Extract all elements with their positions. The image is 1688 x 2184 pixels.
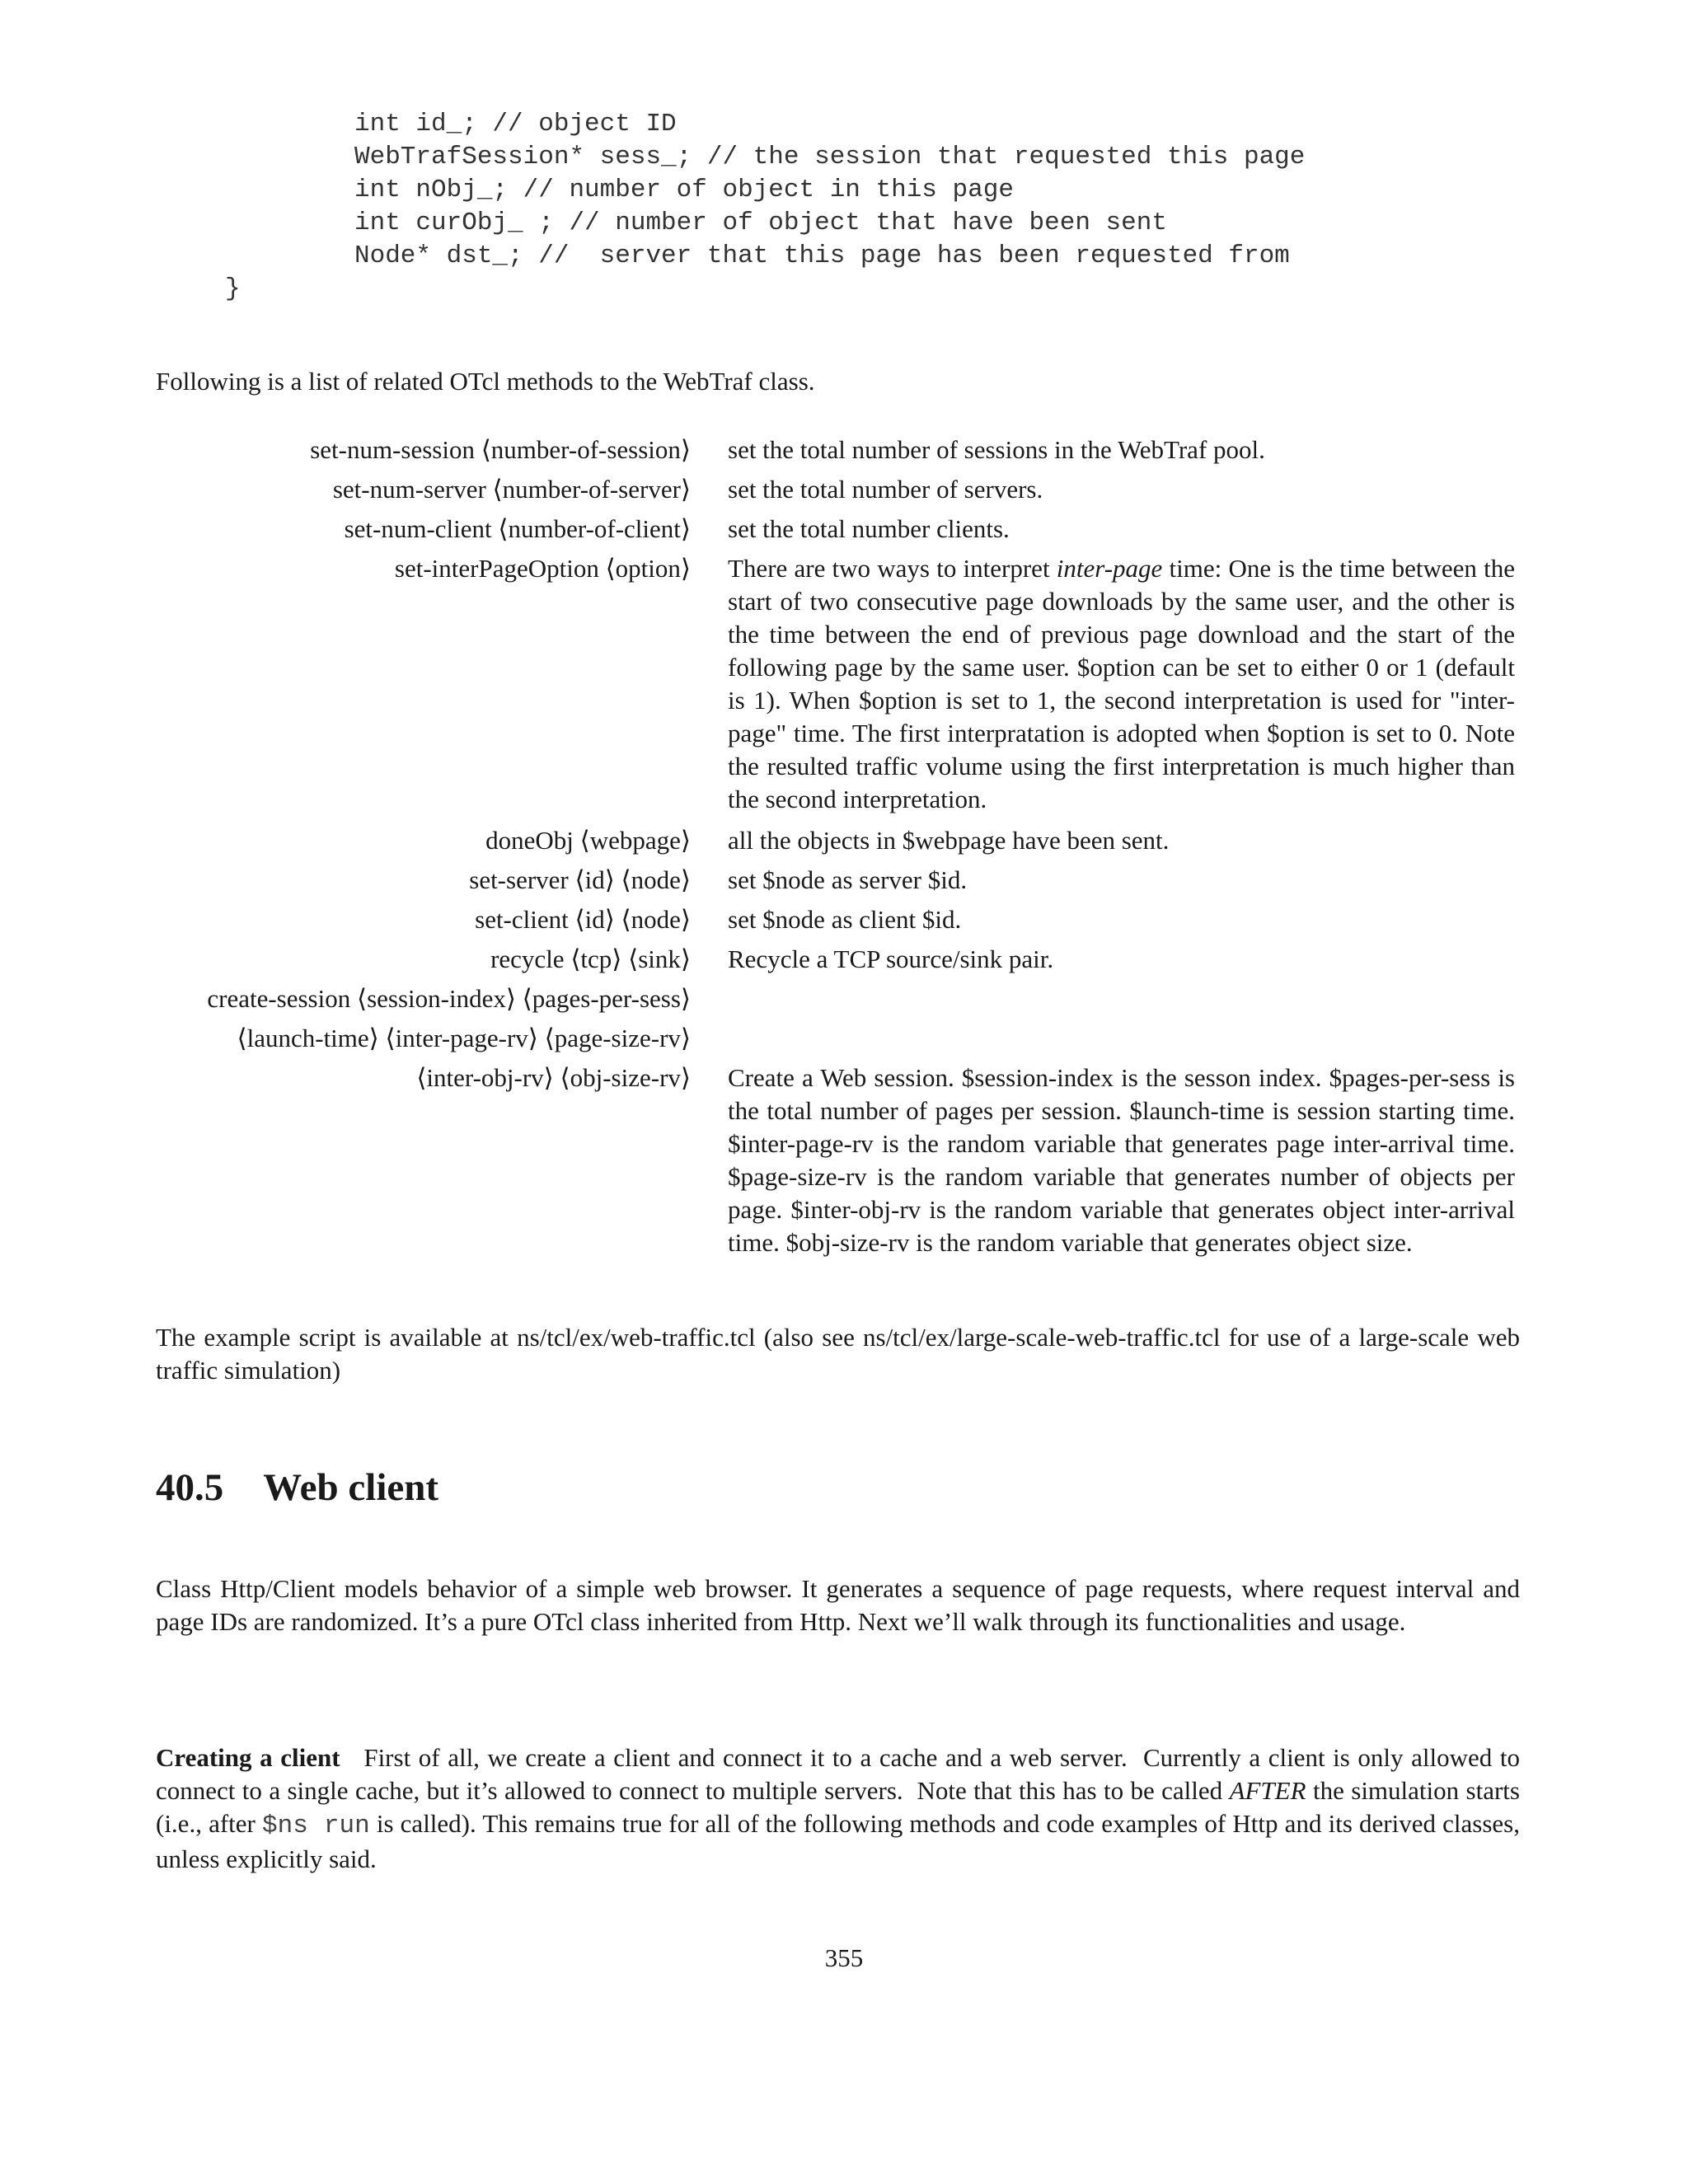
inline-code: $ns run bbox=[262, 1811, 370, 1840]
code-closing-brace: } bbox=[225, 274, 241, 303]
creating-client-paragraph: Creating a client First of all, we create a client and connect it to a cache and a web server. Currently a client is only allowed to connect to a single cache, but it’s allowed to connect to multiple servers. Note that this has to be called AFTER the simulation starts (i.e., after $ns run is called). This remains true for all of the following methods and code examples of Http and its derived classes, unless explicitly said. bbox=[156, 1743, 1526, 1873]
method-name: set-num-client ⟨number-of-client⟩ bbox=[344, 514, 691, 543]
code-line-2: WebTrafSession* sess_; // the session that requested this page bbox=[354, 143, 1306, 171]
intro-text: Following is a list of related OTcl methods to the WebTraf class. bbox=[156, 367, 815, 396]
section-title: Web client bbox=[263, 1466, 439, 1509]
section-paragraph: Class Http/Client models behavior of a simple web browser. It generates a sequence of page requests, where request interval and page IDs are randomized. It’s a pure OTcl class inherited from Http. Next we’ll walk through its functionalities and usage. bbox=[156, 1574, 1520, 1636]
method-name: set-client ⟨id⟩ ⟨node⟩ bbox=[475, 905, 691, 934]
method-desc: Recycle a TCP source/sink pair. bbox=[728, 944, 1054, 973]
code-line-3: int nObj_; // number of object in this page bbox=[354, 176, 1014, 204]
paragraph-heading: Creating a client bbox=[156, 1743, 340, 1772]
method-desc: set the total number of servers. bbox=[728, 475, 1043, 504]
code-line-5: Node* dst_; // server that this page has been requested from bbox=[354, 241, 1290, 270]
method-name: create-session ⟨session-index⟩ ⟨pages-per-sess⟩ bbox=[207, 984, 691, 1013]
method-name: set-interPageOption ⟨option⟩ bbox=[394, 554, 691, 583]
page-number: 355 bbox=[824, 1943, 864, 1972]
method-name: set-num-server ⟨number-of-server⟩ bbox=[332, 475, 691, 504]
section-heading bbox=[156, 1465, 438, 1510]
section-number: 40.5 bbox=[156, 1466, 224, 1509]
method-desc: There are two ways to interpret inter-page time: One is the time between the start of two consecutive page downloads by the same user, and the other is the time between the end of previous page download and the start of the following page by the same user. $option can be set to either 0 or 1 (default is 1). When $option is set to 1, the second interpretation is used for "inter-page" time. The first interpratation is adopted when $option is set to 0. Note the resulted traffic volume using the first interpretation is much higher than the second interpretation. bbox=[728, 554, 1515, 813]
code-line-4: int curObj_ ; // number of object that have been sent bbox=[354, 209, 1167, 237]
method-desc: set $node as client $id. bbox=[728, 905, 962, 934]
method-name: set-server ⟨id⟩ ⟨node⟩ bbox=[469, 865, 691, 894]
method-name: ⟨inter-obj-rv⟩ ⟨obj-size-rv⟩ bbox=[416, 1063, 691, 1092]
method-name: doneObj ⟨webpage⟩ bbox=[485, 826, 691, 855]
method-desc: set the total number clients. bbox=[728, 514, 1010, 543]
method-desc: Create a Web session. $session-index is the sesson index. $pages-per-sess is the total number of pages per session. $launch-time is session starting time. $inter-page-rv is the random variable that generates page inter-arrival time. $page-size-rv is the random variable that generates number of objects per page. $inter-obj-rv is the random variable that generates object inter-arrival time. $obj-size-rv is the random variable that generates object size. bbox=[728, 1063, 1515, 1257]
method-name: set-num-session ⟨number-of-session⟩ bbox=[310, 435, 691, 464]
example-text: The example script is available at ns/tcl/ex/web-traffic.tcl (also see ns/tcl/ex/large-scale-web-traffic.tcl for use of a large-scale web traffic simulation) bbox=[156, 1323, 1520, 1385]
method-name: recycle ⟨tcp⟩ ⟨sink⟩ bbox=[490, 944, 691, 973]
method-desc: all the objects in $webpage have been sent. bbox=[728, 826, 1170, 855]
method-name: ⟨launch-time⟩ ⟨inter-page-rv⟩ ⟨page-size-rv⟩ bbox=[237, 1024, 691, 1052]
method-desc: set $node as server $id. bbox=[728, 865, 968, 894]
method-desc: set the total number of sessions in the WebTraf pool. bbox=[728, 435, 1265, 464]
code-line-1: int id_; // object ID bbox=[354, 110, 677, 138]
